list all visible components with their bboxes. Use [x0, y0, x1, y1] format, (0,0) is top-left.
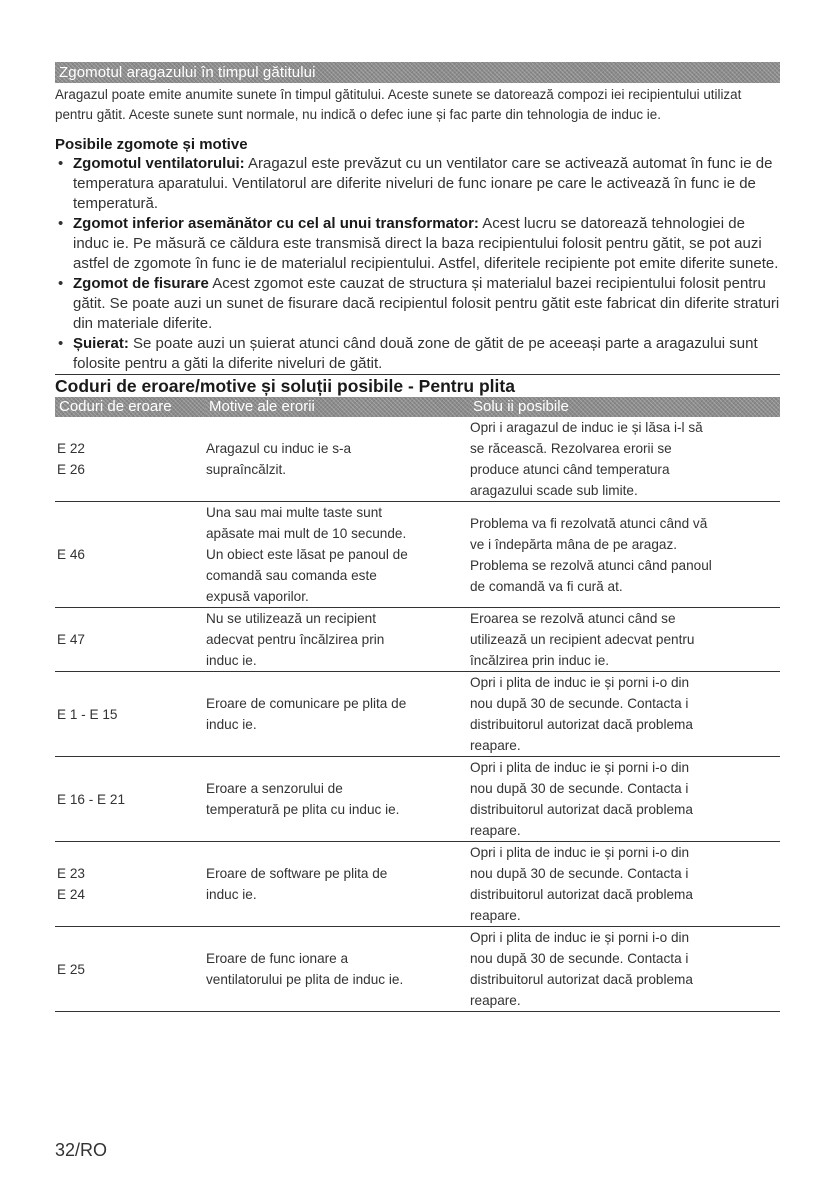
- bullet-icon: •: [58, 215, 64, 232]
- noise-item: [55, 274, 780, 334]
- error-solution-line: distribuitorul autorizat dacă problema: [470, 887, 693, 902]
- error-codes-table: [55, 397, 780, 1012]
- table-row: [55, 842, 780, 927]
- noises-list: [55, 154, 780, 374]
- error-code: [55, 842, 205, 927]
- noise-term: Zgomotul ventilatorului:: [73, 155, 245, 172]
- error-solution-line: distribuitorul autorizat dacă problema: [470, 802, 693, 817]
- header-reasons: Motive ale erorii: [205, 397, 469, 417]
- noise-term: Zgomot de fisurare: [73, 275, 209, 292]
- error-reason: [205, 672, 469, 757]
- error-reason: [205, 842, 469, 927]
- error-code: [55, 927, 205, 1012]
- error-reason-line: Eroare a senzorului de: [206, 781, 343, 796]
- noise-item: [55, 334, 780, 374]
- error-solution-line: nou după 30 de secunde. Contacta i: [470, 866, 689, 881]
- error-solution-line: Opri i aragazul de induc ie și lăsa i-l să: [470, 420, 703, 435]
- table-header-row: [55, 397, 780, 417]
- table-row: [55, 757, 780, 842]
- error-reason: [205, 417, 469, 502]
- bullet-icon: •: [58, 275, 64, 292]
- error-code-line: E 47: [57, 632, 85, 647]
- error-code-line: E 1 - E 15: [57, 706, 118, 722]
- error-solution-line: Eroarea se rezolvă atunci când se: [470, 611, 676, 626]
- noise-description: Se poate auzi un șuierat atunci când două zone de gătit de pe aceeași parte a aragazului sunt folosite pentru a găti la diferite niveluri de gătit.: [73, 335, 758, 372]
- error-solution: [469, 927, 780, 1012]
- error-solution-line: reapare.: [470, 993, 521, 1008]
- table-title: Coduri de eroare/motive și soluții posibile - Pentru plita: [55, 376, 515, 396]
- error-solution-line: utilizează un recipient adecvat pentru: [470, 632, 695, 647]
- error-code-line: E 26: [57, 462, 85, 477]
- error-solution: [469, 502, 780, 608]
- error-reason-line: Aragazul cu induc ie s-a: [206, 441, 352, 456]
- page-content: [55, 62, 780, 1012]
- error-reason: [205, 502, 469, 608]
- error-reason-line: Un obiect este lăsat pe panoul de: [206, 547, 408, 562]
- error-code: [55, 608, 205, 672]
- noise-description: Acest lucru se datorează tehnologiei de induc ie. Pe măsură ce căldura este transmisă direct la baza recipientului folosit pentru gătit, se pot auzi astfel de zgomote în func ie de materialul recipientului. Astfel, diferitele recipiente pot emite diferite sunete.: [73, 215, 779, 272]
- error-solution-line: reapare.: [470, 738, 521, 753]
- error-reason-line: Eroare de func ionare a: [206, 951, 349, 966]
- error-solution-line: Opri i plita de induc ie și porni i-o din: [470, 675, 690, 690]
- intro-paragraph: Aragazul poate emite anumite sunete în timpul gătitului. Aceste sunete se datorează compozi iei recipientului utilizat pentru gătit. Aceste sunete sunt normale, nu indică o defec iune și fac parte din tehnologia de induc ie.: [55, 87, 742, 122]
- error-solution-line: Opri i plita de induc ie și porni i-o din: [470, 845, 690, 860]
- table-row: [55, 927, 780, 1012]
- error-solution-line: aragazului scade sub limite.: [470, 483, 638, 498]
- error-solution-line: reapare.: [470, 823, 521, 838]
- error-solution: [469, 842, 780, 927]
- error-code: [55, 757, 205, 842]
- error-solution: [469, 672, 780, 757]
- error-reason-line: comandă sau comanda este: [206, 568, 377, 583]
- error-reason-line: Nu se utilizează un recipient: [206, 611, 377, 626]
- header-solutions: Solu ii posibile: [469, 397, 780, 417]
- error-solution-line: Opri i plita de induc ie și porni i-o din: [470, 930, 690, 945]
- error-code-line: E 46: [57, 547, 85, 562]
- error-reason-line: ventilatorului pe plita de induc ie.: [206, 972, 404, 987]
- error-solution: [469, 757, 780, 842]
- error-solution-line: distribuitorul autorizat dacă problema: [470, 717, 693, 732]
- table-row: [55, 502, 780, 608]
- noises-heading: Posibile zgomote și motive: [55, 136, 248, 153]
- error-reason-line: expusă vaporilor.: [206, 589, 309, 604]
- noise-item: [55, 214, 780, 274]
- error-solution: [469, 608, 780, 672]
- error-reason-line: Eroare de comunicare pe plita de: [206, 696, 407, 711]
- error-code: [55, 502, 205, 608]
- error-code-line: E 22: [57, 441, 85, 456]
- error-reason-line: Una sau mai multe taste sunt: [206, 505, 383, 520]
- error-solution-line: distribuitorul autorizat dacă problema: [470, 972, 693, 987]
- bullet-icon: •: [58, 335, 64, 352]
- noise-item: [55, 154, 780, 214]
- error-reason-line: adecvat pentru încălzirea prin: [206, 632, 385, 647]
- error-reason-line: Eroare de software pe plita de: [206, 866, 388, 881]
- error-reason-line: apăsate mai mult de 10 secunde.: [206, 526, 407, 541]
- error-solution: [469, 417, 780, 502]
- error-reason-line: temperatură pe plita cu induc ie.: [206, 802, 400, 817]
- table-row: [55, 672, 780, 757]
- error-solution-line: Problema se rezolvă atunci când panoul: [470, 557, 712, 573]
- error-solution-line: reapare.: [470, 908, 521, 923]
- header-codes: Coduri de eroare: [55, 397, 205, 417]
- error-solution-line: produce atunci când temperatura: [470, 462, 670, 477]
- error-reason-line: supraîncălzit.: [206, 462, 287, 477]
- error-code-line: E 23: [57, 866, 85, 881]
- error-solution-line: nou după 30 de secunde. Contacta i: [470, 951, 689, 966]
- error-solution-line: ve i îndepărta mâna de pe aragaz.: [470, 536, 678, 552]
- error-reason: [205, 608, 469, 672]
- error-solution-line: nou după 30 de secunde. Contacta i: [470, 781, 689, 796]
- noise-term: Zgomot inferior asemănător cu cel al unui transformator:: [73, 215, 479, 232]
- error-code: [55, 672, 205, 757]
- error-code-line: E 25: [57, 961, 85, 977]
- error-code-line: E 24: [57, 887, 85, 902]
- section-title: Zgomotul aragazului în timpul gătitului: [55, 62, 780, 83]
- noise-description: Aragazul este prevăzut cu un ventilator care se activează automat în func ie de temperatura aparatului. Ventilatorul are diferite niveluri de func ionare pe care le activează în func ie de temperatură.: [73, 155, 773, 212]
- table-row: [55, 417, 780, 502]
- error-solution-line: se răcească. Rezolvarea erorii se: [470, 441, 672, 456]
- noise-term: Șuierat:: [73, 335, 129, 352]
- error-solution-line: Opri i plita de induc ie și porni i-o din: [470, 760, 690, 775]
- error-solution-line: Problema va fi rezolvată atunci când vă: [470, 515, 708, 531]
- table-row: [55, 608, 780, 672]
- page-number: 32/RO: [55, 1140, 108, 1160]
- noise-description: Acest zgomot este cauzat de structura și materialul bazei recipientului folosit pentru gătit. Se poate auzi un sunet de fisurare dacă recipientul folosit pentru gătit este fabricat din diferite straturi din materiale diferite.: [73, 275, 780, 332]
- bullet-icon: •: [58, 155, 64, 172]
- error-reason-line: induc ie.: [206, 653, 257, 668]
- error-solution-line: încălzirea prin induc ie.: [470, 653, 610, 668]
- error-reason: [205, 757, 469, 842]
- error-solution-line: nou după 30 de secunde. Contacta i: [470, 696, 689, 711]
- error-reason: [205, 927, 469, 1012]
- error-reason-line: induc ie.: [206, 717, 257, 732]
- error-reason-line: induc ie.: [206, 887, 257, 902]
- error-solution-line: de comandă va fi cură at.: [470, 578, 623, 594]
- error-code: [55, 417, 205, 502]
- error-code-line: E 16 - E 21: [57, 791, 126, 807]
